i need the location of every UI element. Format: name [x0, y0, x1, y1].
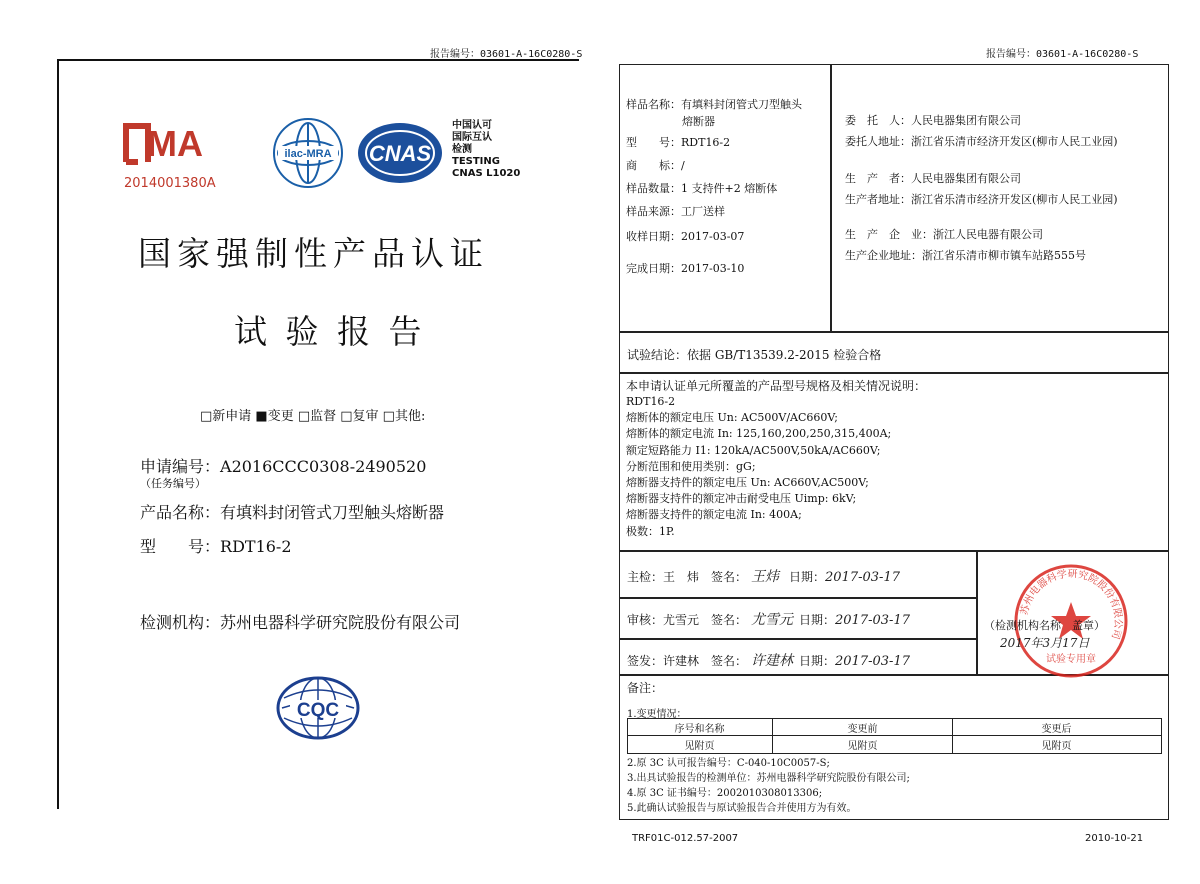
sample-info: 样品名称：有填料封闭管式刀型触头 熔断器 型 号：RDT16-2 商 标：/ 样品数量：1 支持件+2 熔断体 样品来源：工厂送样 收样日期：2017-03-07 完成日期：2017-03-10	[626, 98, 802, 275]
ilac-mra-logo	[272, 117, 344, 193]
svg-text:试验专用章: 试验专用章	[1046, 654, 1096, 665]
scope-list: RDT16-2 熔断体的额定电压 Un: AC500V/AC660V; 熔断体的额定电流 In: 125,160,200,250,315,400A; 额定短路能力 I1: 120kA/AC500V,50kA/AC660V; 分断范围和使用类别：gG; 熔断器支持件的额定电压 Un: AC660V,AC500V; 熔断器支持件的额定冲击耐受电压 Uimp: 6kV; 熔断器支持件的额定电流 In: 400A; 极数：1P.	[626, 395, 892, 538]
task-number-note: （任务编号）	[140, 477, 206, 490]
cma-code: 2014001380A	[124, 176, 216, 191]
cnas-logo	[356, 121, 444, 189]
cqc-logo	[276, 676, 360, 744]
issue-signature: 许建林	[751, 653, 794, 669]
change-cell: 见附页	[684, 741, 715, 752]
review-row: 审核：尤雪元 签名： 尤雪元 日期：2017-03-17	[627, 612, 910, 628]
report-title: 试 验 报 告	[234, 312, 426, 351]
svg-text:CNAS: CNAS	[368, 141, 432, 166]
left-report-number: 报告编号：03601-A-16C0280-S	[430, 49, 583, 60]
change-header-after: 变更后	[1041, 724, 1072, 735]
right-report-number: 报告编号：03601-A-16C0280-S	[986, 49, 1139, 60]
product-name-row: 产品名称：有填料封闭管式刀型触头熔断器	[140, 503, 445, 522]
stamp-date: 2017年3月17日	[1000, 636, 1090, 650]
certificate-title: 国家强制性产品认证	[138, 234, 489, 273]
review-signature: 尤雪元	[751, 612, 794, 628]
test-conclusion: 试验结论：依据 GB/T13539.2-2015 检验合格	[627, 348, 882, 362]
application-type-checkboxes: □新申请 ■变更 □监督 □复审 □其他:	[200, 409, 426, 424]
change-header-before: 变更前	[847, 724, 878, 735]
notes-list: 2.原 3C 认可报告编号：C-040-10C0057-S; 3.出具试验报告的检测单位：苏州电器科学研究院股份有限公司; 4.原 3C 证书编号：2002010308013306; 5.此确认试验报告与原试验报告合并使用方为有效。	[627, 758, 910, 814]
cma-logo	[120, 118, 230, 170]
remarks-label: 备注：	[627, 681, 664, 695]
lab-row: 检测机构：苏州电器科学研究院股份有限公司	[140, 613, 461, 632]
issue-row: 签发：许建林 签名： 许建林 日期：2017-03-17	[627, 653, 910, 669]
client-info: 委 托 人：人民电器集团有限公司 委托人地址：浙江省乐清市经济开发区(柳市人民工业园) 生 产 者：人民电器集团有限公司 生产者地址：浙江省乐清市经济开发区(柳市人民工业园) 生 产 企 业：浙江人民电器有限公司 生产企业地址：浙江省乐清市柳市镇车站路555号	[845, 114, 1118, 262]
svg-text:苏州电器科学研究院股份有限公司: 苏州电器科学研究院股份有限公司	[1019, 568, 1124, 641]
application-number-row: 申请编号：A2016CCC0308-2490520	[140, 457, 427, 476]
change-cell: 见附页	[1041, 741, 1072, 752]
model-row: 型 号：RDT16-2	[140, 537, 292, 556]
change-title: 1.变更情况：	[627, 709, 687, 720]
change-header-name: 序号和名称	[674, 724, 725, 735]
change-cell: 见附页	[847, 741, 878, 752]
cnas-text: 中国认可 国际互认 检测 TESTING CNAS L1020	[452, 120, 521, 179]
form-code: TRF01C-012.57-2007	[632, 833, 739, 844]
svg-text:CQC: CQC	[296, 700, 340, 721]
main-check-signature: 王炜	[751, 569, 780, 585]
svg-text:ilac-MRA: ilac-MRA	[284, 148, 332, 160]
form-date: 2010-10-21	[1085, 833, 1144, 844]
main-check-row: 主检：王 炜 签名： 王炜 日期：2017-03-17	[627, 569, 900, 585]
svg-text:MA: MA	[147, 123, 203, 164]
stamp-note: （检测机构名称 盖章）	[984, 619, 1105, 632]
scope-title: 本申请认证单元所覆盖的产品型号规格及相关情况说明：	[626, 379, 927, 393]
